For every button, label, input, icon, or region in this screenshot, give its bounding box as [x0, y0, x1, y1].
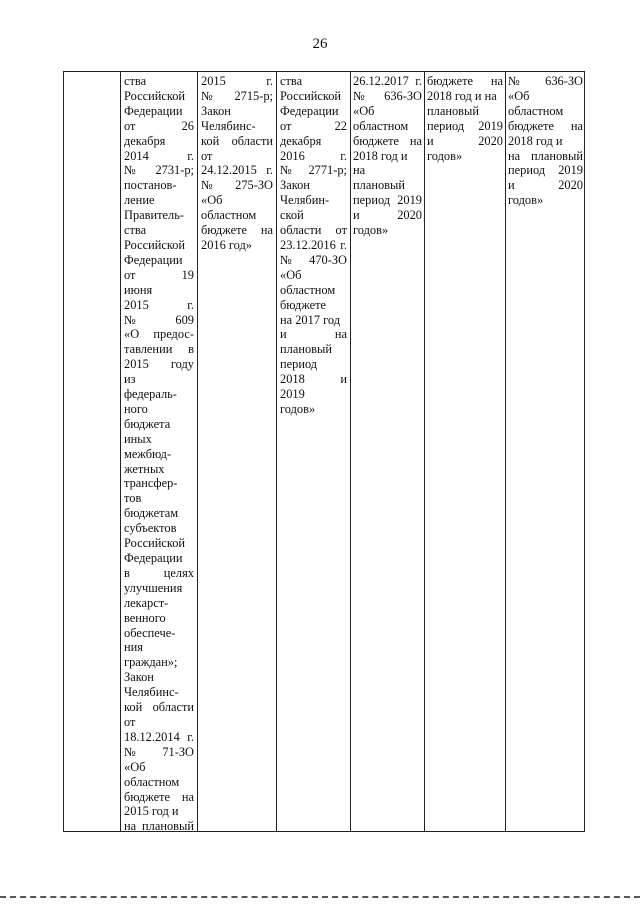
cell-text-line: 26.12.2017 г.	[353, 74, 422, 88]
cell-text-line: Федерации	[124, 551, 183, 565]
column-divider	[197, 71, 198, 832]
cell-text-line: на	[353, 163, 366, 178]
cell-text-line: 2018 год и	[508, 133, 563, 148]
cell-text-line: период 2019	[353, 193, 422, 208]
cell-text-line: иных	[124, 431, 152, 446]
cell-text-line: № 71-ЗО	[124, 744, 194, 759]
cell-text-line: и на	[280, 327, 347, 342]
cell-text-line: годов»	[508, 193, 544, 208]
cell-text-line: бюджете на	[124, 789, 194, 804]
cell-text-line: субъектов	[124, 521, 177, 536]
cell-text-line: декабря	[280, 133, 322, 148]
cell-text-line: Федерации	[280, 103, 339, 118]
cell-col-4	[280, 74, 347, 417]
cell-text-line: области от	[280, 223, 347, 238]
cell-text-line: от 26	[124, 118, 194, 133]
cell-text-line: 18.12.2014 г.	[124, 729, 194, 744]
cell-text-line: № 2771-р;	[280, 163, 347, 178]
cell-text-line: бюджетам	[124, 506, 179, 521]
cell-text-line: № 2715-р;	[201, 88, 273, 103]
cell-text-line: 24.12.2015 г.	[201, 163, 273, 178]
cell-text-line: областном	[353, 118, 409, 133]
cell-text-line: 2018 год и на	[427, 88, 497, 103]
cell-text-line: венного	[124, 610, 166, 625]
cell-col-7	[508, 74, 583, 208]
cell-text-line: Челябин-	[280, 193, 330, 208]
cell-text-line: 2018 год и	[353, 148, 408, 163]
cell-text-line: № 470-ЗО	[280, 252, 347, 267]
cell-text-line: «Об	[508, 88, 530, 103]
cell-text-line: Правитель-	[124, 208, 184, 223]
cell-text-line: Федерации	[124, 103, 183, 118]
cell-text-line: на плановый	[124, 819, 194, 834]
cell-col-2	[124, 74, 194, 834]
cell-text-line: ства	[280, 74, 303, 88]
cell-text-line: период 2019	[427, 118, 503, 133]
cell-text-line: и 2020	[353, 208, 422, 223]
cell-text-line: лекарст-	[124, 595, 169, 610]
cell-text-line: № 609	[124, 312, 194, 327]
cell-col-6	[427, 74, 503, 163]
cell-text-line: Челябинс-	[124, 685, 179, 700]
cell-text-line: от 22	[280, 118, 347, 133]
column-divider	[276, 71, 277, 832]
cell-text-line: № 636-ЗО	[353, 88, 422, 103]
page-number: 26	[312, 36, 328, 52]
cell-col-5	[353, 74, 422, 238]
cell-text-line: из	[124, 372, 136, 387]
cell-text-line: плановый	[353, 178, 405, 193]
cell-text-line: бюджете на	[427, 74, 503, 88]
cell-text-line: и 2020	[427, 133, 503, 148]
cell-text-line: областном	[508, 103, 564, 118]
cell-text-line: период	[280, 357, 318, 372]
cell-text-line: № 275-ЗО	[201, 178, 273, 193]
cell-text-line: областном	[280, 282, 336, 297]
cell-col-3	[201, 74, 273, 253]
cell-text-line: кой области	[201, 133, 273, 148]
cell-text-line: тов	[124, 491, 142, 506]
cell-text-line: 2015 год и	[124, 804, 179, 819]
cell-text-line: обеспече-	[124, 625, 176, 640]
cell-text-line: ства	[124, 223, 147, 238]
cell-text-line: Федерации	[124, 252, 183, 267]
cell-text-line: ного	[124, 401, 148, 416]
column-divider	[424, 71, 425, 832]
cell-text-line: областном	[201, 208, 257, 223]
cell-text-line: бюджете на	[201, 223, 273, 238]
cell-text-line: Российской	[280, 88, 342, 103]
cell-text-line: Закон	[201, 103, 231, 118]
cell-text-line: «Об	[124, 759, 146, 774]
cell-text-line: жетных	[124, 461, 165, 476]
column-divider	[350, 71, 351, 832]
cell-text-line: 2014 г.	[124, 148, 194, 163]
cell-text-line: № 2731-р;	[124, 163, 194, 178]
cell-text-line: ства	[124, 74, 147, 88]
column-divider	[505, 71, 506, 832]
cell-text-line: бюджете на	[508, 118, 583, 133]
cell-text-line: 2016 год»	[201, 237, 252, 252]
cell-text-line: «Об	[201, 193, 223, 208]
cell-text-line: областном	[124, 774, 180, 789]
cell-text-line: 23.12.2016 г.	[280, 237, 347, 252]
cell-text-line: ния	[124, 640, 143, 655]
cell-text-line: постанов-	[124, 178, 177, 193]
cell-text-line: ление	[124, 193, 155, 208]
cell-text-line: от 19	[124, 267, 194, 282]
column-divider	[120, 71, 121, 832]
cell-text-line: плановый	[280, 342, 332, 357]
cell-text-line: № 636-ЗО	[508, 74, 583, 88]
cell-text-line: от	[201, 148, 213, 163]
cell-text-line: 2016 г.	[280, 148, 347, 163]
cell-text-line: «Об	[280, 267, 302, 282]
cell-text-line: бюджете на	[353, 133, 422, 148]
cell-text-line: и 2020	[508, 178, 583, 193]
cell-text-line: Закон	[280, 178, 310, 193]
cell-text-line: 2019	[280, 387, 305, 402]
cell-text-line: Челябинс-	[201, 118, 256, 133]
cell-text-line: кой области	[124, 700, 194, 715]
cell-text-line: на 2017 год	[280, 312, 341, 327]
cell-text-line: плановый	[427, 103, 479, 118]
cell-text-line: межбюд-	[124, 446, 172, 461]
cell-text-line: трансфер-	[124, 476, 178, 491]
cell-text-line: бюджета	[124, 416, 171, 431]
cell-text-line: «Об	[353, 103, 375, 118]
cell-text-line: Закон	[124, 670, 154, 685]
cell-text-line: 2015 году	[124, 357, 194, 372]
cell-text-line: 2015 г.	[201, 74, 273, 88]
cell-text-line: Российской	[124, 237, 186, 252]
cell-text-line: июня	[124, 282, 153, 297]
cell-text-line: ской	[280, 208, 304, 223]
cell-text-line: годов»	[280, 401, 316, 416]
cell-text-line: в целях	[124, 565, 194, 580]
cell-text-line: декабря	[124, 133, 166, 148]
cell-text-line: граждан»;	[124, 655, 178, 670]
cell-text-line: улучшения	[124, 580, 183, 595]
cell-text-line: 2015 г.	[124, 297, 194, 312]
cell-text-line: тавлении в	[124, 342, 194, 357]
cell-text-line: период 2019	[508, 163, 583, 178]
cell-text-line: «О предос-	[124, 327, 194, 342]
cell-text-line: бюджете	[280, 297, 327, 312]
cell-text-line: годов»	[353, 223, 389, 238]
cell-text-line: 2018 и	[280, 372, 347, 387]
cell-text-line: Российской	[124, 88, 186, 103]
cell-text-line: на плановый	[508, 148, 583, 163]
cell-text-line: годов»	[427, 148, 463, 163]
bottom-rule	[0, 896, 640, 898]
cell-text-line: от	[124, 714, 136, 729]
cell-text-line: федераль-	[124, 387, 177, 402]
cell-text-line: Российской	[124, 536, 186, 551]
